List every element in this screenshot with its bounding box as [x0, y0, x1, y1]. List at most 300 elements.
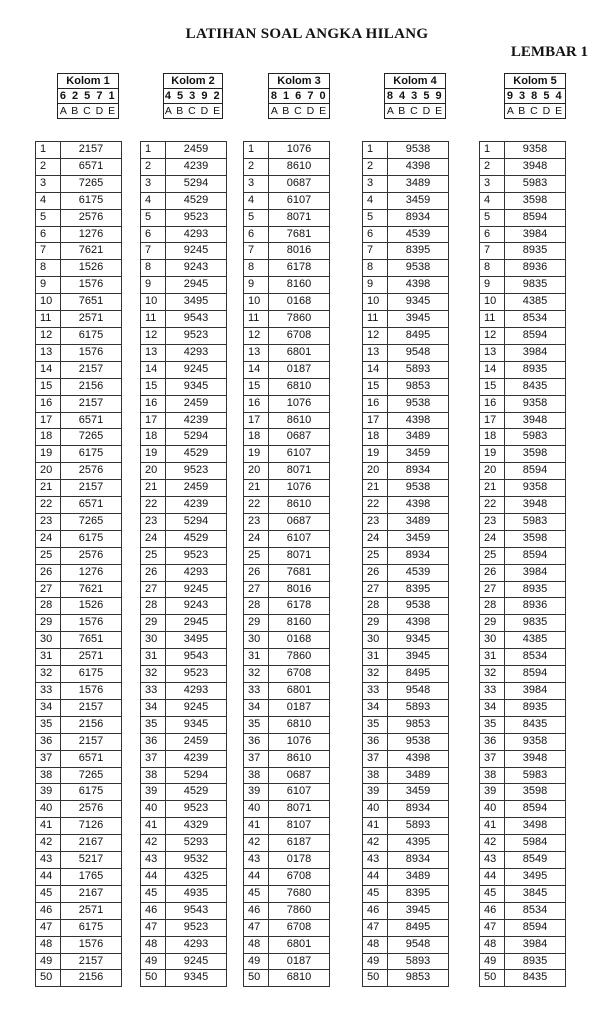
table-row	[480, 970, 566, 987]
question-value: 8934	[388, 209, 449, 226]
column-letters: A B C D E	[164, 105, 222, 117]
row-number: 9	[363, 277, 388, 294]
question-value: 3948	[505, 412, 566, 429]
question-value: 2576	[61, 801, 122, 818]
question-value: 1576	[61, 615, 122, 632]
question-value: 3948	[505, 497, 566, 514]
row-number: 47	[480, 919, 505, 936]
row-number: 49	[244, 953, 269, 970]
row-number: 12	[141, 327, 166, 344]
row-number: 9	[244, 277, 269, 294]
row-number: 35	[363, 716, 388, 733]
row-number: 50	[244, 970, 269, 987]
row-number: 2	[36, 158, 61, 175]
table-row	[363, 142, 449, 159]
question-value: 5893	[388, 953, 449, 970]
row-number: 21	[36, 480, 61, 497]
question-value: 2459	[166, 480, 227, 497]
row-number: 39	[141, 784, 166, 801]
question-value: 6571	[61, 497, 122, 514]
question-value: 8395	[388, 243, 449, 260]
row-number: 32	[480, 666, 505, 683]
question-value: 8395	[388, 581, 449, 598]
question-value: 7651	[61, 294, 122, 311]
question-value: 0168	[269, 294, 330, 311]
row-number: 6	[480, 226, 505, 243]
question-value: 3598	[505, 784, 566, 801]
question-value: 4398	[388, 750, 449, 767]
row-number: 16	[363, 395, 388, 412]
row-number: 22	[36, 497, 61, 514]
question-value: 0168	[269, 632, 330, 649]
question-value: 6708	[269, 327, 330, 344]
row-number: 20	[363, 463, 388, 480]
table-row	[141, 142, 227, 159]
question-value: 0687	[269, 767, 330, 784]
question-value: 8160	[269, 615, 330, 632]
table-row	[36, 530, 122, 547]
question-value: 7265	[61, 513, 122, 530]
question-value: 2157	[61, 142, 122, 159]
row-number: 3	[244, 175, 269, 192]
table-row	[244, 970, 330, 987]
question-value: 8594	[505, 666, 566, 683]
table-row	[244, 936, 330, 953]
question-value: 3984	[505, 936, 566, 953]
question-value: 3845	[505, 885, 566, 902]
row-number: 22	[141, 497, 166, 514]
row-number: 14	[363, 361, 388, 378]
question-value: 0687	[269, 429, 330, 446]
question-value: 5293	[166, 835, 227, 852]
table-row	[363, 953, 449, 970]
table-row	[141, 412, 227, 429]
row-number: 43	[363, 852, 388, 869]
table-row	[36, 311, 122, 328]
row-number: 36	[141, 733, 166, 750]
table-row	[36, 395, 122, 412]
table-row	[363, 835, 449, 852]
row-number: 28	[480, 598, 505, 615]
table-row	[141, 260, 227, 277]
question-value: 7265	[61, 429, 122, 446]
table-row	[244, 581, 330, 598]
row-number: 34	[36, 699, 61, 716]
row-number: 39	[480, 784, 505, 801]
row-number: 38	[36, 767, 61, 784]
table-row	[244, 564, 330, 581]
question-value: 9345	[388, 632, 449, 649]
question-value: 1526	[61, 598, 122, 615]
question-value: 2576	[61, 463, 122, 480]
row-number: 39	[363, 784, 388, 801]
row-number: 15	[480, 378, 505, 395]
table-row	[363, 513, 449, 530]
table-row	[363, 818, 449, 835]
row-number: 39	[244, 784, 269, 801]
row-number: 46	[141, 902, 166, 919]
row-number: 4	[141, 192, 166, 209]
question-value: 4529	[166, 446, 227, 463]
row-number: 23	[480, 513, 505, 530]
table-row	[480, 649, 566, 666]
row-number: 9	[480, 277, 505, 294]
row-number: 43	[480, 852, 505, 869]
row-number: 5	[244, 209, 269, 226]
column-code: 4 5 3 9 2	[164, 90, 222, 102]
question-value: 0687	[269, 513, 330, 530]
row-number: 28	[244, 598, 269, 615]
table-row	[36, 699, 122, 716]
row-number: 12	[363, 327, 388, 344]
row-number: 40	[36, 801, 61, 818]
question-value: 3459	[388, 784, 449, 801]
row-number: 49	[36, 953, 61, 970]
question-value: 2157	[61, 395, 122, 412]
row-number: 18	[36, 429, 61, 446]
row-number: 25	[363, 547, 388, 564]
question-value: 3598	[505, 192, 566, 209]
column-key-3	[268, 73, 330, 119]
row-number: 8	[141, 260, 166, 277]
table-row	[36, 277, 122, 294]
table-row	[363, 361, 449, 378]
row-number: 30	[480, 632, 505, 649]
column-letters: A B C D E	[270, 105, 328, 117]
row-number: 43	[36, 852, 61, 869]
table-row	[480, 632, 566, 649]
column-key-1	[57, 73, 119, 119]
table-row	[480, 868, 566, 885]
row-number: 13	[244, 344, 269, 361]
question-value: 9243	[166, 598, 227, 615]
table-row	[363, 192, 449, 209]
question-value: 9548	[388, 936, 449, 953]
row-number: 40	[244, 801, 269, 818]
question-value: 5294	[166, 767, 227, 784]
question-value: 4293	[166, 226, 227, 243]
table-row	[363, 480, 449, 497]
row-number: 7	[141, 243, 166, 260]
row-number: 6	[244, 226, 269, 243]
table-row	[480, 683, 566, 700]
question-value: 0687	[269, 175, 330, 192]
question-value: 9345	[388, 294, 449, 311]
row-number: 12	[480, 327, 505, 344]
question-value: 9245	[166, 699, 227, 716]
question-value: 8934	[388, 801, 449, 818]
table-row	[36, 716, 122, 733]
row-number: 19	[244, 446, 269, 463]
table-row	[244, 175, 330, 192]
row-number: 20	[36, 463, 61, 480]
table-row	[363, 294, 449, 311]
table-row	[480, 412, 566, 429]
table-row	[363, 733, 449, 750]
table-row	[363, 226, 449, 243]
table-row	[363, 919, 449, 936]
question-value: 3489	[388, 767, 449, 784]
row-number: 44	[141, 868, 166, 885]
table-row	[36, 327, 122, 344]
question-value: 6810	[269, 970, 330, 987]
question-value: 6175	[61, 192, 122, 209]
row-number: 30	[244, 632, 269, 649]
row-number: 15	[244, 378, 269, 395]
row-number: 11	[36, 311, 61, 328]
table-row	[363, 209, 449, 226]
table-row	[141, 378, 227, 395]
row-number: 47	[141, 919, 166, 936]
row-number: 44	[480, 868, 505, 885]
question-value: 9548	[388, 683, 449, 700]
row-number: 35	[141, 716, 166, 733]
table-row	[36, 158, 122, 175]
table-row	[363, 902, 449, 919]
row-number: 34	[141, 699, 166, 716]
row-number: 20	[244, 463, 269, 480]
row-number: 3	[363, 175, 388, 192]
question-value: 3459	[388, 192, 449, 209]
table-row	[363, 395, 449, 412]
table-row	[363, 378, 449, 395]
row-number: 10	[36, 294, 61, 311]
row-number: 23	[244, 513, 269, 530]
row-number: 3	[36, 175, 61, 192]
question-value: 6107	[269, 530, 330, 547]
question-grid-5	[479, 141, 566, 987]
row-number: 22	[480, 497, 505, 514]
table-row	[244, 361, 330, 378]
question-value: 8934	[388, 463, 449, 480]
table-row	[141, 852, 227, 869]
row-number: 29	[363, 615, 388, 632]
row-number: 33	[363, 683, 388, 700]
row-number: 48	[244, 936, 269, 953]
row-number: 30	[363, 632, 388, 649]
question-value: 9358	[505, 733, 566, 750]
row-number: 5	[141, 209, 166, 226]
table-row	[363, 311, 449, 328]
question-value: 0187	[269, 699, 330, 716]
question-value: 9523	[166, 666, 227, 683]
table-row	[141, 158, 227, 175]
table-row	[244, 649, 330, 666]
question-value: 9358	[505, 395, 566, 412]
row-number: 1	[244, 142, 269, 159]
row-number: 4	[36, 192, 61, 209]
row-number: 6	[36, 226, 61, 243]
question-value: 4239	[166, 158, 227, 175]
question-value: 5983	[505, 513, 566, 530]
question-value: 8594	[505, 463, 566, 480]
table-row	[36, 852, 122, 869]
row-number: 36	[480, 733, 505, 750]
row-number: 36	[36, 733, 61, 750]
question-value: 9853	[388, 378, 449, 395]
table-row	[36, 868, 122, 885]
question-value: 1076	[269, 733, 330, 750]
question-value: 6801	[269, 683, 330, 700]
table-row	[36, 818, 122, 835]
table-row	[363, 547, 449, 564]
table-row	[244, 497, 330, 514]
table-row	[363, 615, 449, 632]
table-row	[480, 699, 566, 716]
question-value: 6708	[269, 919, 330, 936]
question-value: 3598	[505, 446, 566, 463]
row-number: 26	[363, 564, 388, 581]
question-value: 8435	[505, 378, 566, 395]
table-row	[480, 733, 566, 750]
row-number: 37	[244, 750, 269, 767]
question-value: 3984	[505, 564, 566, 581]
row-number: 30	[141, 632, 166, 649]
sheet-label: LEMBAR 1	[510, 44, 588, 60]
column-code: 6 2 5 7 1	[58, 89, 119, 104]
question-value: 2945	[166, 615, 227, 632]
question-grid-2	[140, 141, 227, 987]
table-row	[480, 581, 566, 598]
row-number: 2	[363, 158, 388, 175]
row-number: 39	[36, 784, 61, 801]
table-row	[36, 953, 122, 970]
row-number: 25	[244, 547, 269, 564]
question-value: 0187	[269, 361, 330, 378]
table-row	[244, 277, 330, 294]
question-value: 8160	[269, 277, 330, 294]
row-number: 10	[480, 294, 505, 311]
row-number: 13	[480, 344, 505, 361]
table-row	[141, 581, 227, 598]
question-value: 4398	[388, 277, 449, 294]
row-number: 41	[480, 818, 505, 835]
question-value: 5294	[166, 513, 227, 530]
question-value: 8071	[269, 801, 330, 818]
table-row	[363, 767, 449, 784]
question-value: 6810	[269, 378, 330, 395]
question-value: 4293	[166, 564, 227, 581]
table-row	[480, 666, 566, 683]
table-row	[36, 429, 122, 446]
table-row	[244, 750, 330, 767]
table-row	[480, 801, 566, 818]
row-number: 17	[36, 412, 61, 429]
table-row	[141, 395, 227, 412]
table-row	[480, 344, 566, 361]
question-value: 2459	[166, 142, 227, 159]
row-number: 36	[244, 733, 269, 750]
question-value: 2167	[61, 835, 122, 852]
table-row	[244, 209, 330, 226]
row-number: 42	[480, 835, 505, 852]
row-number: 27	[363, 581, 388, 598]
table-row	[480, 260, 566, 277]
question-value: 2571	[61, 311, 122, 328]
table-row	[141, 243, 227, 260]
table-row	[480, 446, 566, 463]
row-number: 47	[36, 919, 61, 936]
row-number: 40	[141, 801, 166, 818]
row-number: 9	[141, 277, 166, 294]
table-row	[141, 429, 227, 446]
table-row	[244, 429, 330, 446]
table-row	[480, 463, 566, 480]
question-value: 6708	[269, 868, 330, 885]
question-value: 3489	[388, 868, 449, 885]
row-number: 18	[363, 429, 388, 446]
question-value: 5983	[505, 767, 566, 784]
table-row	[36, 970, 122, 987]
row-number: 33	[480, 683, 505, 700]
question-value: 7681	[269, 226, 330, 243]
question-value: 1526	[61, 260, 122, 277]
table-row	[480, 919, 566, 936]
table-row	[36, 767, 122, 784]
table-row	[480, 226, 566, 243]
question-value: 6571	[61, 158, 122, 175]
row-number: 15	[36, 378, 61, 395]
table-row	[244, 767, 330, 784]
row-number: 41	[363, 818, 388, 835]
question-value: 8610	[269, 750, 330, 767]
question-value: 1576	[61, 344, 122, 361]
row-number: 24	[363, 530, 388, 547]
question-value: 9543	[166, 902, 227, 919]
table-row	[36, 936, 122, 953]
question-value: 2156	[61, 378, 122, 395]
table-row	[141, 209, 227, 226]
question-value: 2156	[61, 716, 122, 733]
question-value: 2576	[61, 547, 122, 564]
table-row	[244, 142, 330, 159]
table-row	[244, 902, 330, 919]
row-number: 5	[480, 209, 505, 226]
row-number: 27	[244, 581, 269, 598]
question-value: 4398	[388, 497, 449, 514]
row-number: 24	[36, 530, 61, 547]
table-row	[480, 158, 566, 175]
table-row	[363, 683, 449, 700]
question-value: 7621	[61, 581, 122, 598]
table-row	[244, 953, 330, 970]
table-row	[141, 192, 227, 209]
question-value: 9538	[388, 395, 449, 412]
table-row	[36, 784, 122, 801]
row-number: 7	[244, 243, 269, 260]
question-value: 4239	[166, 412, 227, 429]
row-number: 23	[141, 513, 166, 530]
table-row	[244, 378, 330, 395]
row-number: 28	[141, 598, 166, 615]
row-number: 32	[141, 666, 166, 683]
column-code: 9 3 8 5 4	[505, 89, 566, 104]
question-value: 8610	[269, 158, 330, 175]
table-row	[141, 497, 227, 514]
question-value: 8395	[388, 885, 449, 902]
row-number: 10	[244, 294, 269, 311]
table-row	[480, 243, 566, 260]
question-value: 4529	[166, 784, 227, 801]
row-number: 35	[480, 716, 505, 733]
table-row	[480, 818, 566, 835]
table-row	[363, 598, 449, 615]
question-value: 2167	[61, 885, 122, 902]
question-value: 9523	[166, 327, 227, 344]
row-number: 43	[244, 852, 269, 869]
question-value: 8610	[269, 412, 330, 429]
row-number: 45	[36, 885, 61, 902]
